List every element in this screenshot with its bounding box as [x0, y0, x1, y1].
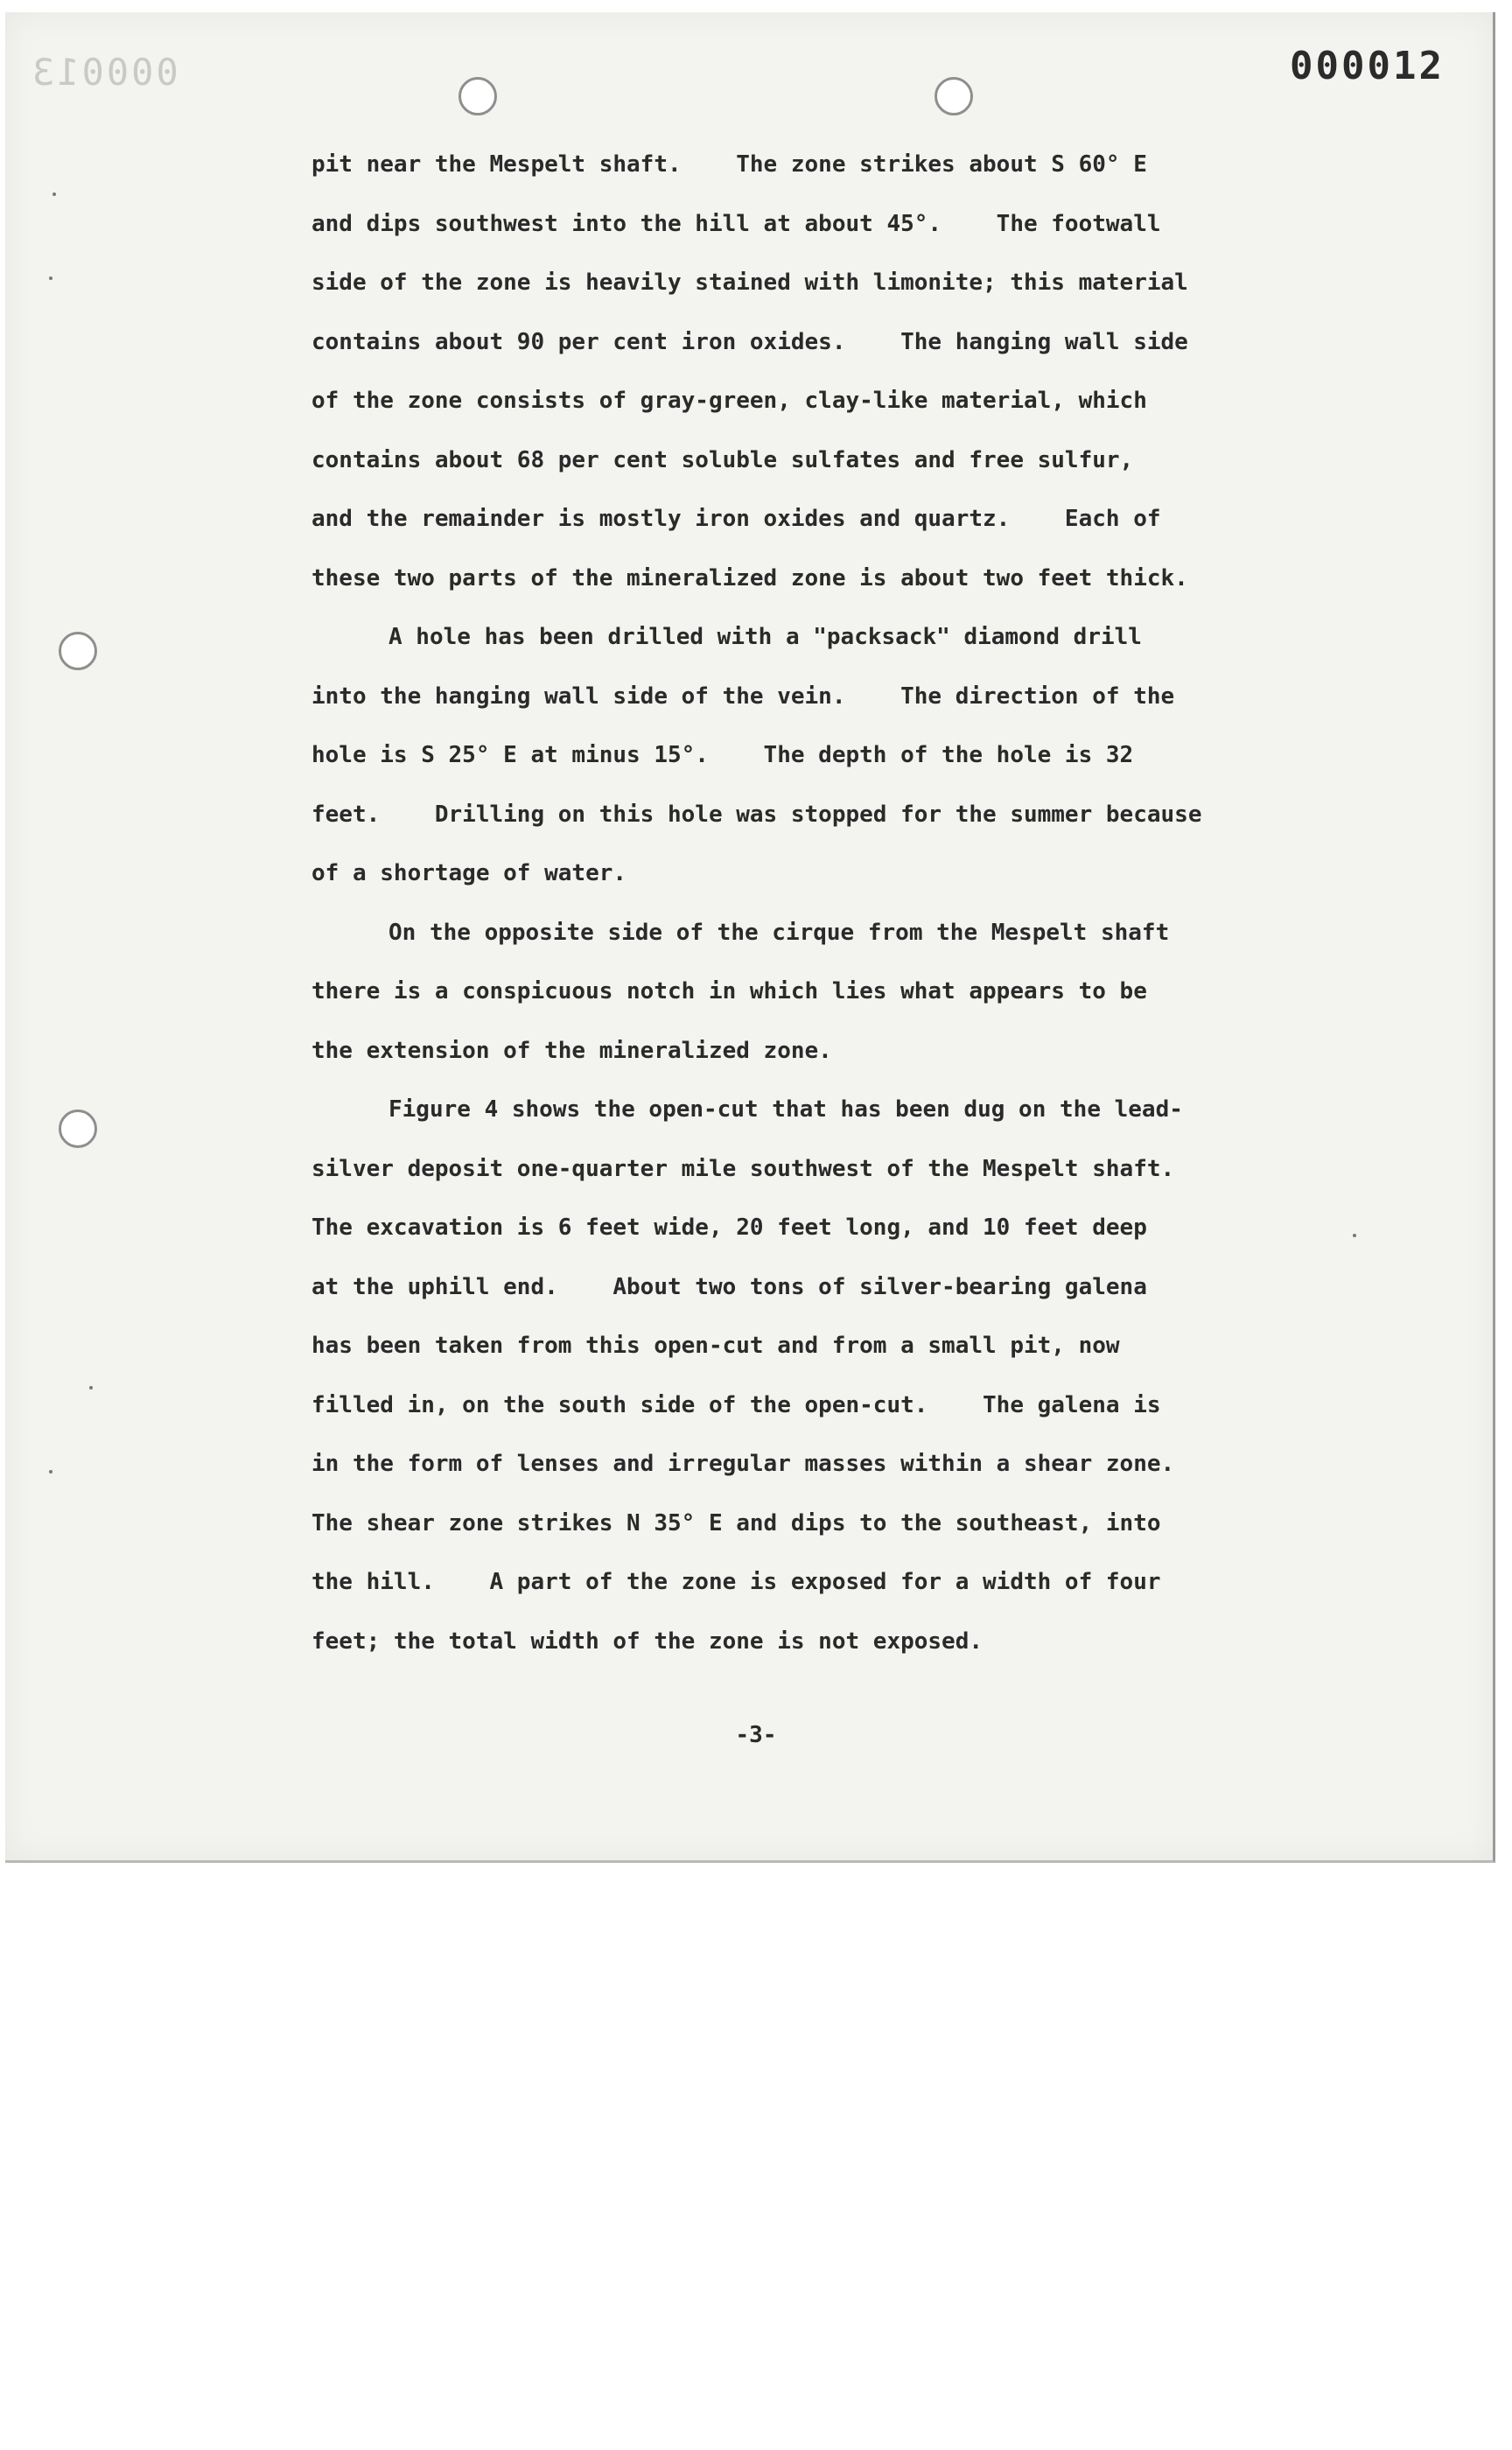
text-line: feet. Drilling on this hole was stopped for the summer because — [312, 801, 1202, 828]
paper-speck — [1353, 1234, 1356, 1237]
punch-hole-top-right — [934, 77, 973, 116]
page-number: -3- — [735, 1722, 777, 1748]
page-id-stamp: 000012 — [1290, 44, 1445, 88]
text-line: contains about 90 per cent iron oxides. The hanging wall side — [312, 328, 1188, 355]
text-line: into the hanging wall side of the vein. The direction of the — [312, 682, 1175, 710]
punch-hole-left-upper — [59, 632, 97, 670]
text-line: The excavation is 6 feet wide, 20 feet long, and 10 feet deep — [312, 1214, 1147, 1241]
body-text — [312, 136, 1292, 1671]
text-line: the hill. A part of the zone is exposed for a width of four — [312, 1569, 1161, 1595]
text-line: there is a conspicuous notch in which lies what appears to be — [312, 978, 1147, 1004]
text-line: and dips southwest into the hill at about 45°. The footwall — [312, 210, 1161, 237]
bleed-through-page-id: 000013 — [30, 51, 178, 94]
text-line: hole is S 25° E at minus 15°. The depth of the hole is 32 — [312, 742, 1134, 768]
text-line: side of the zone is heavily stained with limonite; this material — [312, 270, 1188, 296]
punch-hole-left-lower — [59, 1110, 97, 1148]
paper-speck — [49, 1470, 52, 1474]
text-line: and the remainder is mostly iron oxides and quartz. Each of — [312, 506, 1161, 532]
text-line: contains about 68 per cent soluble sulfates and free sulfur, — [312, 446, 1134, 473]
paragraph-first-line: Figure 4 shows the open-cut that has been dug on the lead- — [388, 1096, 1183, 1123]
paragraph-first-line: On the opposite side of the cirque from the Mespelt shaft — [388, 919, 1170, 946]
text-line: of the zone consists of gray-green, clay-like material, which — [312, 388, 1147, 414]
text-line: the extension of the mineralized zone. — [312, 1037, 832, 1064]
text-line: of a shortage of water. — [312, 860, 627, 886]
text-line: these two parts of the mineralized zone is about two feet thick. — [312, 564, 1188, 592]
text-line: in the form of lenses and irregular masses within a shear zone. — [312, 1451, 1175, 1477]
paragraph-first-line: pit near the Mespelt shaft. The zone strikes about S 60° E — [312, 151, 1147, 178]
paper-speck — [52, 192, 56, 196]
text-line: filled in, on the south side of the open-cut. The galena is — [312, 1391, 1161, 1418]
text-line: has been taken from this open-cut and from a small pit, now — [312, 1333, 1120, 1359]
text-line: silver deposit one-quarter mile southwest of the Mespelt shaft. — [312, 1155, 1175, 1182]
paper-speck — [49, 276, 52, 280]
punch-hole-top-left — [458, 77, 497, 116]
paragraph-first-line: A hole has been drilled with a "packsack" diamond drill — [388, 624, 1142, 650]
paper-speck — [89, 1386, 93, 1390]
text-line: The shear zone strikes N 35° E and dips to the southeast, into — [312, 1509, 1161, 1536]
text-line: feet; the total width of the zone is not exposed. — [312, 1628, 984, 1655]
text-line: at the uphill end. About two tons of silver-bearing galena — [312, 1273, 1147, 1300]
